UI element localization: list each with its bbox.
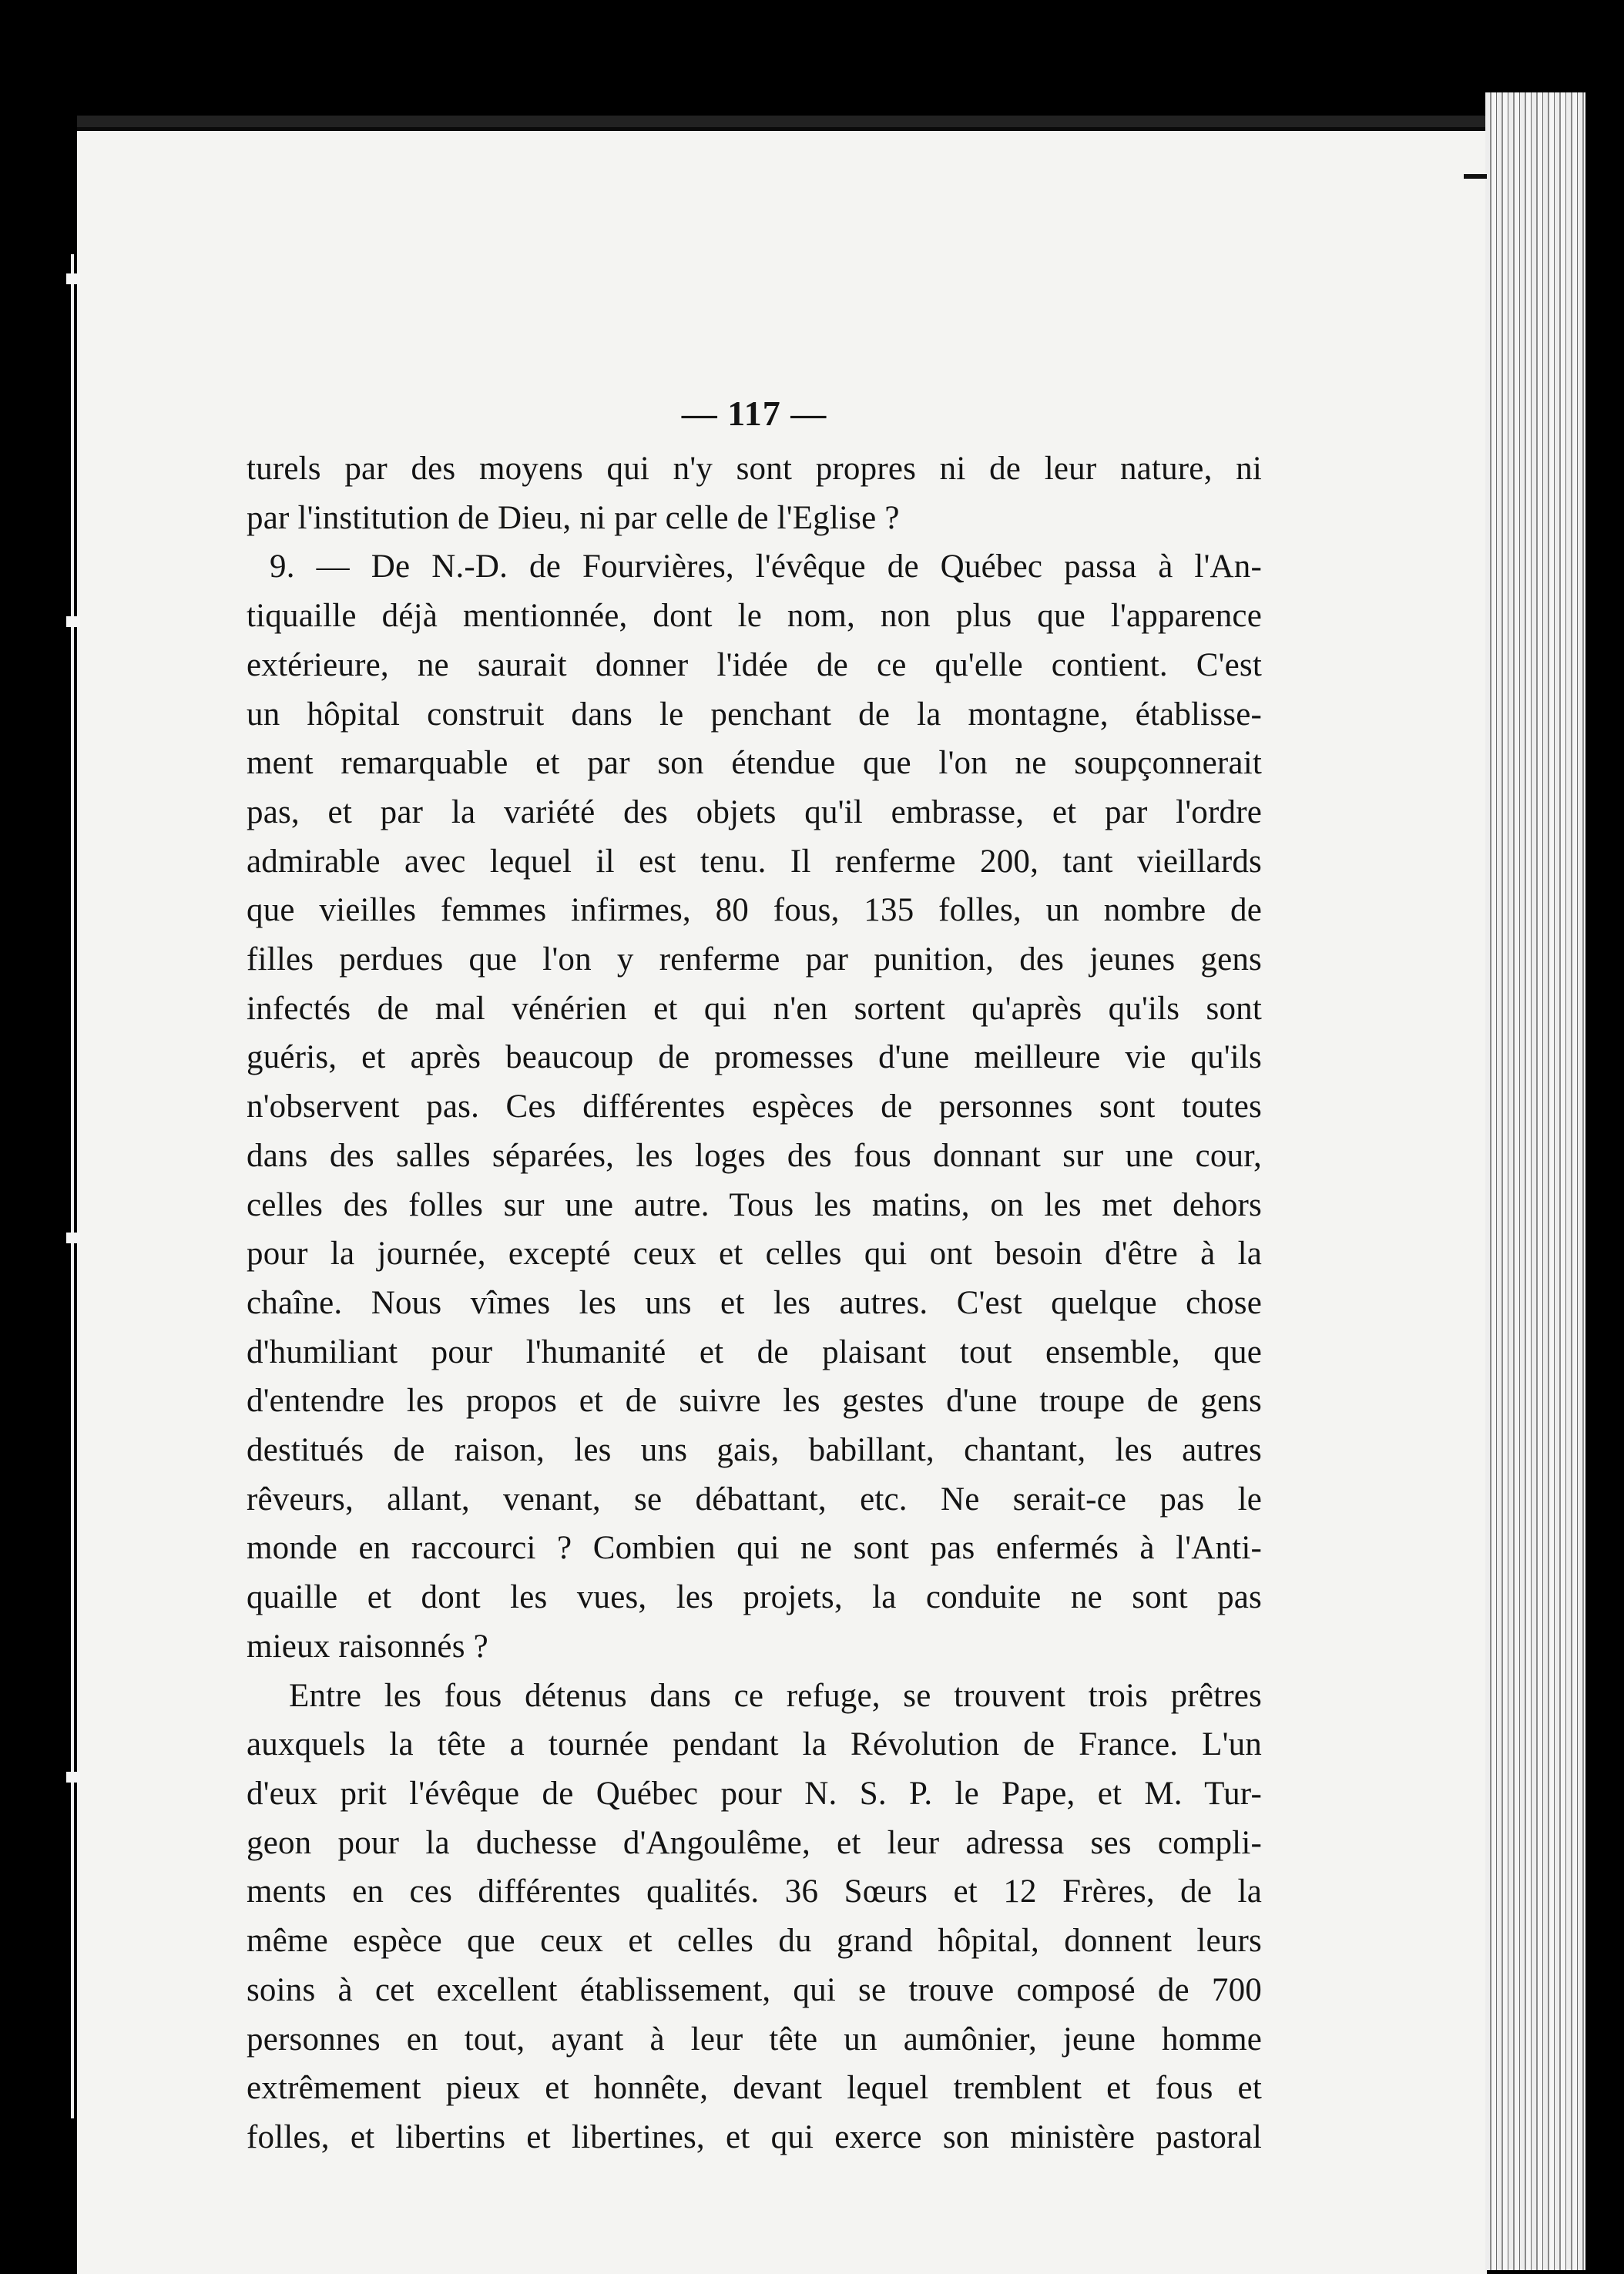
text-line: infectés de mal vénérien et qui n'en sortent qu'après qu'ils sont — [247, 990, 1262, 1027]
text-line: que vieilles femmes infirmes, 80 fous, 135 folles, un nombre de — [247, 892, 1262, 929]
text-line: pas, et par la variété des objets qu'il embrasse, et par l'ordre — [247, 793, 1262, 830]
text-line: ments en ces différentes qualités. 36 Sœurs et 12 Frères, de la — [247, 1873, 1262, 1910]
scan-left-margin — [0, 127, 77, 2270]
text-line: tiquaille déjà mentionnée, dont le nom, non plus que l'apparence — [247, 598, 1262, 635]
text-line: un hôpital construit dans le penchant de la montagne, établisse- — [247, 696, 1262, 733]
text-line: d'eux prit l'évêque de Québec pour N. S. P. le Pape, et M. Tur- — [247, 1775, 1262, 1812]
page-text — [247, 393, 1262, 2162]
text-line: rêveurs, allant, venant, se débattant, etc. Ne serait-ce pas le — [247, 1481, 1262, 1518]
gutter-line — [71, 254, 74, 2118]
text-line: guéris, et après beaucoup de promesses d'une meilleure vie qu'ils — [247, 1039, 1262, 1076]
text-line: extérieure, ne saurait donner l'idée de ce qu'elle contient. C'est — [247, 646, 1262, 683]
text-line: geon pour la duchesse d'Angoulême, et leur adressa ses compli- — [247, 1824, 1262, 1861]
text-line: admirable avec lequel il est tenu. Il renferme 200, tant vieillards — [247, 843, 1262, 880]
text-line: même espèce que ceux et celles du grand hôpital, donnent leurs — [247, 1923, 1262, 1960]
page-number: — 117 — — [681, 394, 827, 433]
text-line: ment remarquable et par son étendue que l'on ne soupçonnerait — [247, 745, 1262, 782]
gutter-mark — [66, 616, 80, 627]
text-line: soins à cet excellent établissement, qui se trouve composé de 700 — [247, 1971, 1262, 2008]
text-line: quaille et dont les vues, les projets, la conduite ne sont pas — [247, 1579, 1262, 1616]
text-line: turels par des moyens qui n'y sont propres ni de leur nature, ni — [247, 451, 1262, 487]
right-edge-rule — [1464, 174, 1487, 179]
text-line: monde en raccourci ? Combien qui ne sont pas enfermés à l'Anti- — [247, 1530, 1262, 1567]
text-line: celles des folles sur une autre. Tous les matins, on les met dehors — [247, 1186, 1262, 1223]
text-line: pour la journée, excepté ceux et celles qui ont besoin d'être à la — [247, 1236, 1262, 1273]
gutter-mark — [66, 1233, 80, 1243]
text-line: 9. — De N.-D. de Fourvières, l'évêque de Québec passa à l'An- — [270, 548, 1262, 585]
text-line: filles perdues que l'on y renferme par punition, des jeunes gens — [247, 941, 1262, 978]
book-fore-edge — [1485, 92, 1585, 2270]
gutter-mark — [66, 273, 80, 284]
text-line: d'entendre les propos et de suivre les gestes d'une troupe de gens — [247, 1383, 1262, 1420]
text-line: par l'institution de Dieu, ni par celle de l'Eglise ? — [247, 499, 900, 536]
text-line: folles, et libertins et libertines, et qui exerce son ministère pastoral — [247, 2118, 1262, 2155]
text-line: mieux raisonnés ? — [247, 1628, 488, 1665]
text-line: n'observent pas. Ces différentes espèces de personnes sont toutes — [247, 1088, 1262, 1125]
text-line: dans des salles séparées, les loges des fous donnant sur une cour, — [247, 1137, 1262, 1174]
text-line: d'humiliant pour l'humanité et de plaisant tout ensemble, que — [247, 1333, 1262, 1370]
text-line: personnes en tout, ayant à leur tête un aumônier, jeune homme — [247, 2021, 1262, 2058]
text-line: auxquels la tête a tournée pendant la Révolution de France. L'un — [247, 1726, 1262, 1763]
text-line: destitués de raison, les uns gais, babillant, chantant, les autres — [247, 1432, 1262, 1469]
text-line: extrêmement pieux et honnête, devant lequel tremblent et fous et — [247, 2070, 1262, 2107]
text-line: chaîne. Nous vîmes les uns et les autres. C'est quelque chose — [247, 1284, 1262, 1321]
text-line: Entre les fous détenus dans ce refuge, se trouvent trois prêtres — [289, 1677, 1262, 1714]
gutter-mark — [66, 1772, 80, 1783]
